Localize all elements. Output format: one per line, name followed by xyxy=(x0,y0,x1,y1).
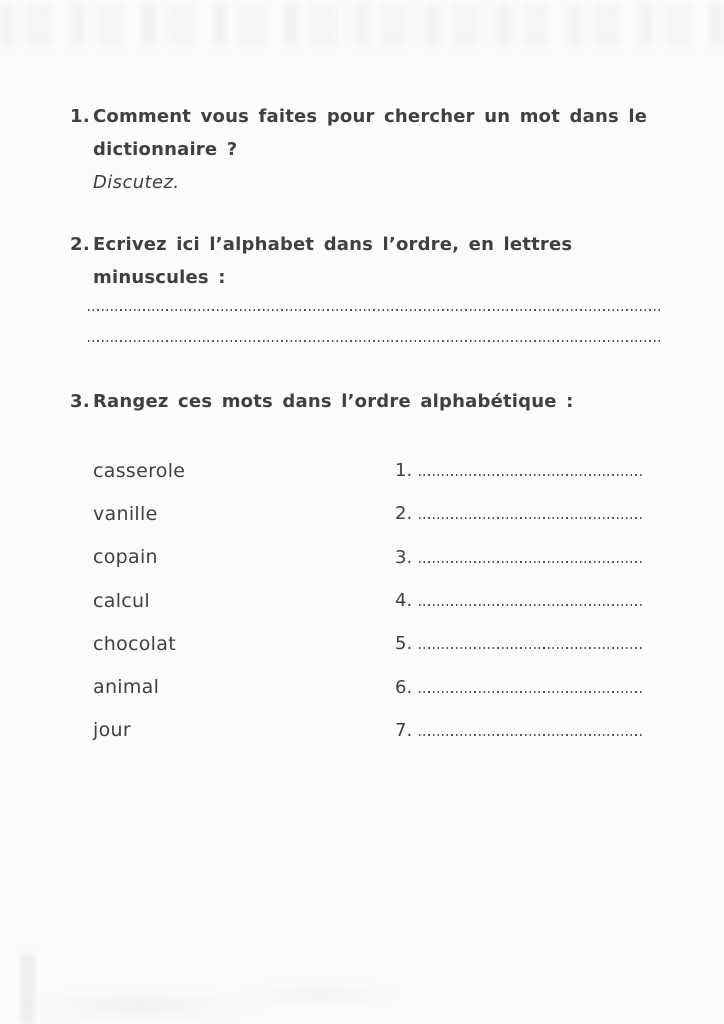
slot-answer-line xyxy=(419,560,644,563)
answer-line-1 xyxy=(88,308,662,311)
scan-artifact-bottom xyxy=(20,954,460,1024)
question-1-number: 1. xyxy=(70,106,90,127)
word-sorting-table xyxy=(93,449,644,752)
question-1 xyxy=(70,100,662,199)
scan-artifact-top xyxy=(0,4,724,46)
word-label: animal xyxy=(93,676,160,699)
question-1-line1: Comment vous faites pour chercher un mot dans le xyxy=(93,106,648,127)
question-3 xyxy=(70,385,662,418)
word-label: vanille xyxy=(93,502,158,525)
slot-answer-line xyxy=(419,690,644,693)
table-row xyxy=(93,492,644,535)
question-3-number: 3. xyxy=(70,391,90,412)
question-3-text: Rangez ces mots dans l’ordre alphabétique : xyxy=(93,391,574,412)
table-row xyxy=(93,709,644,752)
slot-answer-line xyxy=(419,516,644,519)
alphabet-answer-lines xyxy=(88,308,662,342)
word-label: casserole xyxy=(93,459,186,482)
table-row xyxy=(93,579,644,622)
slot-number: 1. xyxy=(395,460,413,482)
slot-number: 4. xyxy=(395,590,413,612)
question-1-instruction: Discutez. xyxy=(93,172,180,193)
table-row xyxy=(93,665,644,708)
question-1-line2: dictionnaire ? xyxy=(93,139,238,160)
word-label: calcul xyxy=(93,589,150,612)
question-2-text: Ecrivez ici l’alphabet dans l’ordre, en lettres minuscules : xyxy=(93,234,573,288)
table-row xyxy=(93,536,644,579)
question-1-text xyxy=(93,100,662,199)
slot-number: 6. xyxy=(395,676,413,698)
slot-answer-line xyxy=(419,733,644,736)
word-label: chocolat xyxy=(93,632,176,655)
question-2 xyxy=(70,228,662,294)
slot-answer-line xyxy=(419,603,644,606)
table-row xyxy=(93,622,644,665)
question-2-number: 2. xyxy=(70,234,90,255)
slot-answer-line xyxy=(419,646,644,649)
slot-number: 2. xyxy=(395,503,413,525)
word-label: jour xyxy=(93,719,131,742)
slot-number: 5. xyxy=(395,633,413,655)
word-label: copain xyxy=(93,546,158,569)
slot-answer-line xyxy=(419,473,644,476)
slot-number: 7. xyxy=(395,719,413,741)
slot-number: 3. xyxy=(395,546,413,568)
table-row xyxy=(93,449,644,492)
answer-line-2 xyxy=(88,339,662,342)
